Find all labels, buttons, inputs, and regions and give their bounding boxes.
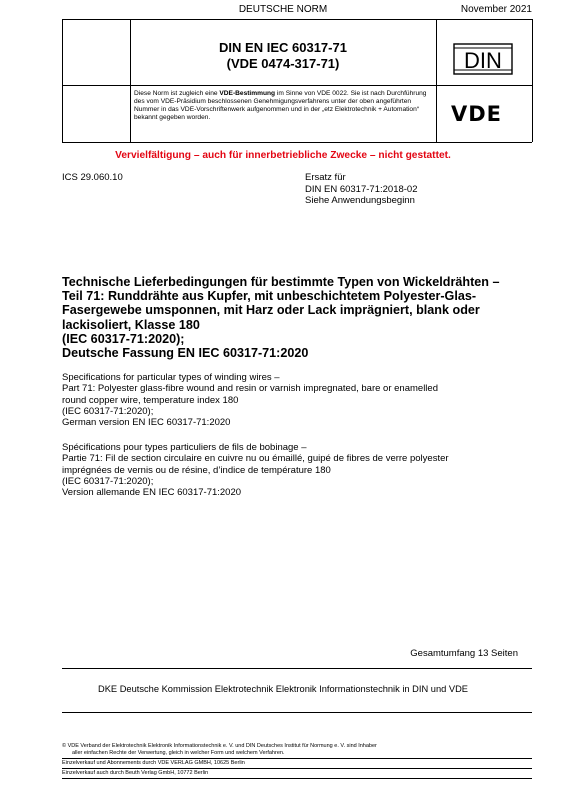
title-en-line: Specifications for particular types of winding wires –	[62, 372, 280, 383]
replaced-standard: DIN EN 60317-71:2018-02	[305, 183, 418, 195]
title-de-line: lackisoliert, Klasse 180	[62, 317, 200, 332]
title-french	[62, 442, 532, 498]
din-logo-text: DIN	[464, 48, 502, 73]
replaces-block	[305, 172, 418, 207]
header-box-right-border	[532, 19, 533, 142]
header-box-top-border	[62, 19, 532, 20]
publication-date: November 2021	[460, 4, 532, 15]
reproduction-warning: Vervielfältigung – auch für innerbetriebliche Zwecke – nicht gestattet.	[115, 150, 451, 161]
copyright-notice	[62, 743, 532, 756]
vde-note-bold: VDE-Bestimmung	[219, 90, 276, 97]
din-logo	[453, 43, 513, 75]
header-box-middle-border	[62, 85, 532, 86]
footer-rule-2	[62, 768, 532, 769]
vde-note-prefix: Diese Norm ist zugleich eine	[134, 90, 220, 97]
title-german	[62, 275, 532, 360]
document-type-label: DEUTSCHE NORM	[238, 4, 328, 15]
title-en-line: round copper wire, temperature index 180	[62, 394, 239, 406]
header-box-left-border	[62, 19, 63, 142]
title-english	[62, 372, 532, 428]
ics-code: ICS 29.060.10	[62, 172, 123, 183]
header-box-inner-right-border	[436, 19, 437, 142]
vde-regulation-note	[134, 90, 434, 122]
title-fr-line: Partie 71: Fil de section circulaire en cuivre nu ou émaillé, guipé de fibres de verre polyester	[62, 453, 449, 465]
copyright-line: © VDE Verband der Elektrotechnik Elektronik Informationstechnik e. V. und DIN Deutsches Institut für Normung e. V. sind Inhaber	[62, 743, 377, 749]
dke-commission: DKE Deutsche Kommission Elektrotechnik Elektronik Informationstechnik in DIN und VDE	[98, 684, 468, 694]
title-en-line: Part 71: Polyester glass-fibre wound and resin or varnish impregnated, bare or enamelled	[62, 383, 438, 395]
application-start-note: Siehe Anwendungsbeginn	[305, 195, 415, 206]
replaces-label: Ersatz für	[305, 172, 346, 183]
footer-rule-3	[62, 778, 532, 779]
dke-bottom-rule	[62, 712, 532, 713]
vde-note-suffix: im Sinne von VDE 0022. Sie ist nach Durchführung des vom VDE-Präsidium beschlossenen Genehmigungsverfahrens unter der oben angeführten Nummer in das VDE-Vorschriftenwerk aufgenommen und in der „etz Elektrotechnik + Automation“ bekannt gegeben worden.	[134, 90, 427, 122]
sales-vde-verlag: Einzelverkauf und Abonnements durch VDE VERLAG GMBH, 10625 Berlin	[62, 760, 245, 766]
standard-number-block	[130, 40, 436, 72]
title-de-line: Teil 71: Runddrähte aus Kupfer, mit unbeschichtetem Polyester-Glas-	[62, 289, 477, 304]
header-box-bottom-border	[62, 142, 532, 143]
title-de-line: (IEC 60317-71:2020);	[62, 331, 185, 346]
vde-classification-number: (VDE 0474-317-71)	[226, 56, 340, 71]
title-fr-line: Version allemande EN IEC 60317-71:2020	[62, 487, 242, 499]
dke-top-rule	[62, 668, 532, 669]
title-fr-line: imprégnées de vernis ou de résine, d’indice de température 180	[62, 464, 331, 476]
title-en-line: German version EN IEC 60317-71:2020	[62, 417, 231, 429]
title-en-line: (IEC 60317-71:2020);	[62, 405, 154, 417]
title-de-line: Technische Lieferbedingungen für bestimmte Typen von Wickeldrähten –	[62, 275, 500, 289]
vde-logo: VDE	[451, 102, 503, 126]
header-box-inner-left-border	[130, 19, 131, 142]
footer-rule-1	[62, 758, 532, 759]
copyright-line: aller einfachen Rechte der Verwertung, gleich in welcher Form und welchem Verfahren.	[72, 749, 285, 756]
total-pages: Gesamtumfang 13 Seiten	[410, 648, 518, 659]
title-de-line: Fasergewebe umsponnen, mit Harz oder Lack imprägniert, blank oder	[62, 303, 480, 318]
title-fr-line: (IEC 60317-71:2020);	[62, 475, 154, 487]
standard-number: DIN EN IEC 60317-71	[219, 40, 347, 55]
title-de-line: Deutsche Fassung EN IEC 60317-71:2020	[62, 346, 309, 361]
title-fr-line: Spécifications pour types particuliers de fils de bobinage –	[62, 442, 307, 453]
sales-beuth-verlag: Einzelverkauf auch durch Beuth Verlag GmbH, 10772 Berlin	[62, 770, 209, 776]
